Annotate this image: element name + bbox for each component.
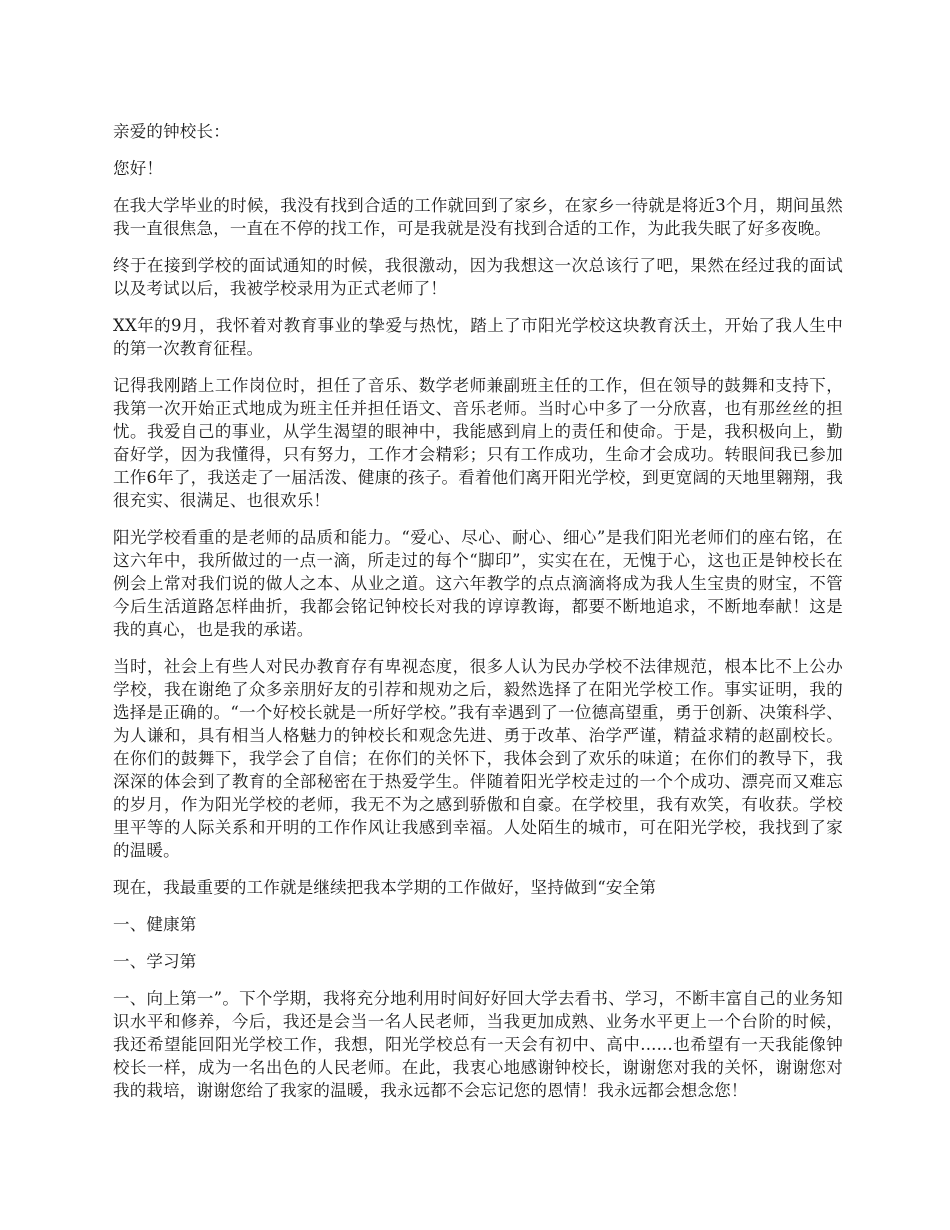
paragraph-start-teaching: XX年的9月，我怀着对教育事业的挚爱与热忱，踏上了市阳光学校这块教育沃土，开始了我人生中的第一次教育征程。 — [113, 316, 843, 358]
letter-document — [113, 120, 843, 1116]
paragraph-graduation: 在我大学毕业的时候，我没有找到合适的工作就回到了家乡，在家乡一待就是将近3个月，期间虽然我一直很焦急，一直在不停的找工作，可是我就是没有找到合适的工作，为此我失眠了好多夜晚。 — [113, 196, 843, 238]
paragraph-choice: 当时，社会上有些人对民办教育存有卑视态度，很多人认为民办学校不法律规范，根本比不上公办学校，我在谢绝了众多亲朋好友的引荐和规劝之后，毅然选择了在阳光学校工作。事实证明，我的选择是正确的。“一个好校长就是一所好学校。”我有幸遇到了一位德高望重，勇于创新、决策科学、为人谦和，具有相当人格魅力的钟校长和观念先进、勇于改革、治学严谨，精益求精的赵副校长。在你们的鼓舞下，我学会了自信；在你们的关怀下，我体会到了欢乐的味道；在你们的教导下，我深深的体会到了教育的全部秘密在于热爱学生。伴随着阳光学校走过的一个个成功、漂亮而又难忘的岁月，作为阳光学校的老师，我无不为之感到骄傲和自豪。在学校里，我有欢笑，有收获。学校里平等的人际关系和开明的工作作风让我感到幸福。人处陌生的城市，可在阳光学校，我找到了家的温暖。 — [113, 657, 843, 860]
paragraph-interview: 终于在接到学校的面试通知的时候，我很激动，因为我想这一次总该行了吧，果然在经过我的面试以及考试以后，我被学校录用为正式老师了！ — [113, 256, 843, 298]
paragraph-current-work: 现在，我最重要的工作就是继续把我本学期的工作做好，坚持做到“安全第 — [113, 878, 657, 897]
list-item-health: 一、健康第 — [113, 915, 197, 934]
paragraph-school-values: 阳光学校看重的是老师的品质和能力。“爱心、尽心、耐心、细心”是我们阳光老师们的座右铭，在这六年中，我所做过的一点一滴，所走过的每个“脚印”，实实在在，无愧于心，这也正是钟校长在例会上常对我们说的做人之本、从业之道。这六年教学的点点滴滴将成为我人生宝贵的财宝，不管今后生活道路怎样曲折，我都会铭记钟校长对我的谆谆教诲，都要不断地追求，不断地奉献！这是我的真心，也是我的承诺。 — [113, 528, 843, 639]
list-item-study: 一、学习第 — [113, 952, 197, 971]
greeting: 您好！ — [113, 159, 164, 178]
paragraph-first-job: 记得我刚踏上工作岗位时，担任了音乐、数学老师兼副班主任的工作，但在领导的鼓舞和支持下，我第一次开始正式地成为班主任并担任语文、音乐老师。当时心中多了一分欣喜，也有那丝丝的担忧。我爱自己的事业，从学生渴望的眼神中，我能感到肩上的责任和使命。于是，我积极向上，勤奋好学，因为我懂得，只有努力，工作才会精彩；只有工作成功，生命才会成功。转眼间我已参加工作6年了，我送走了一届活泼、健康的孩子。看着他们离开阳光学校，到更宽阔的天地里翱翔，我很充实、很满足、也很欢乐！ — [113, 376, 843, 510]
paragraph-closing: 一、向上第一”。下个学期，我将充分地利用时间好好回大学去看书、学习，不断丰富自己的业务知识水平和修养，今后，我还是会当一名人民老师，当我更加成熟、业务水平更上一个台阶的时候，我还希望能回阳光学校工作，我想，阳光学校总有一天会有初中、高中......也希望有一天我能像钟校长一样，成为一名出色的人民老师。在此，我衷心地感谢钟校长，谢谢您对我的关怀，谢谢您对我的栽培，谢谢您给了我家的温暖，我永远都不会忘记您的恩情！我永远都会想念您！ — [113, 989, 843, 1100]
salutation: 亲爱的钟校长： — [113, 122, 230, 141]
